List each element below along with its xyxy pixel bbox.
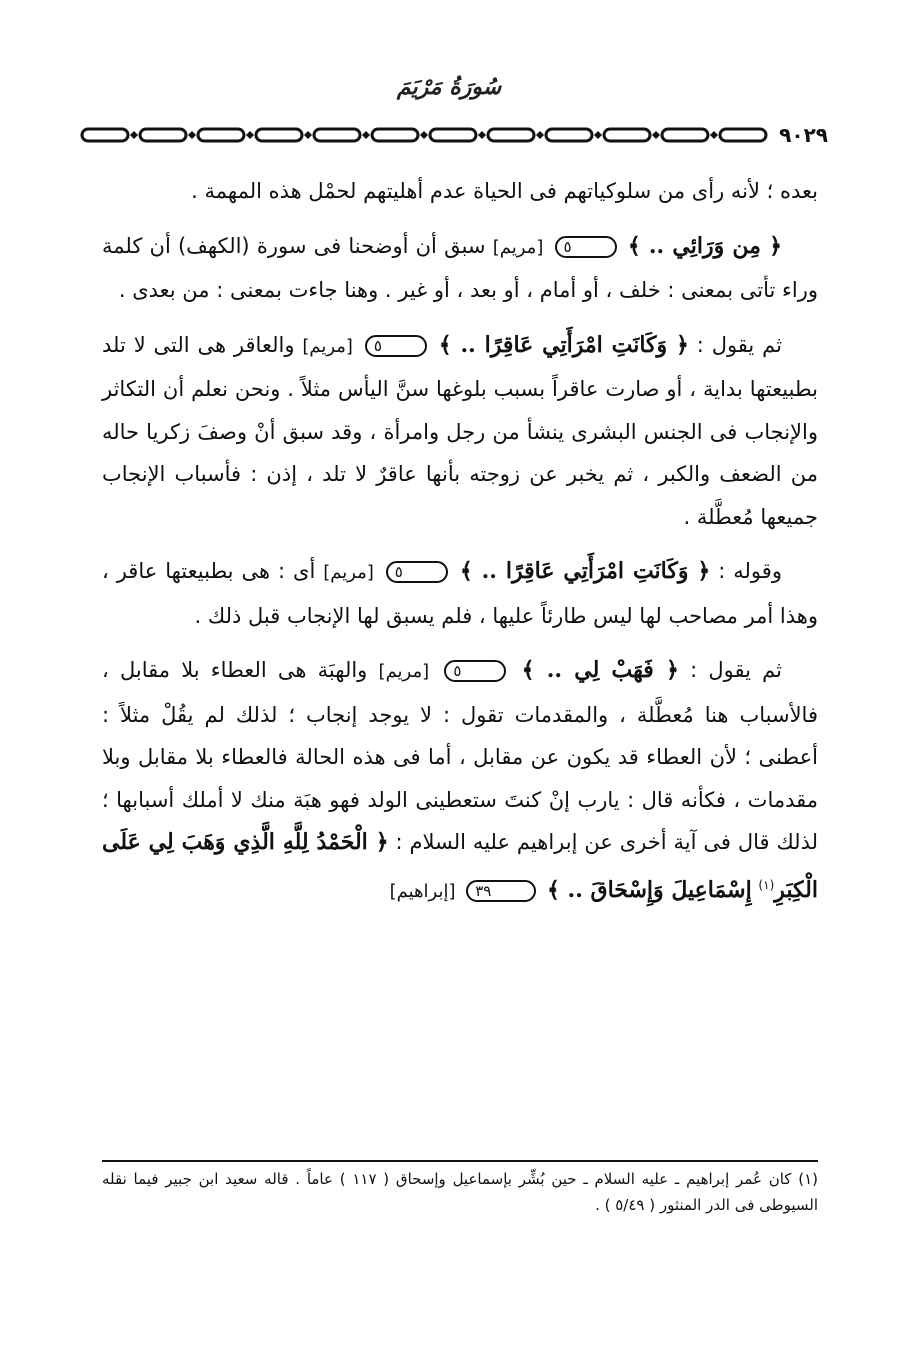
paragraph-text: والعاقر هى التى لا تلد بطبيعتها بداية ، أو صارت عاقراً بسبب بلوغها سنَّ اليأس مثلاً . ونحن نعلم أن التكاثر والإنجاب فى الجنس البشرى ينشأ من رجل وامرأة ، وقد سبق أنْ وصفَ زكريا حاله من الضعف والكبر ، ثم يخبر عن زوجته بأنها عاقرٌ لا تلد ، إذن : فأسباب الإنجاب جميعها مُعطَّلة . (102, 332, 818, 529)
paragraph (102, 649, 818, 913)
paragraph-text: سبق أن أوضحنا فى سورة (الكهف) أن كلمة وراء تأتى بمعنى : خلف ، أو أمام ، أو بعد ، أو غير . وهنا جاءت بمعنى : من بعدى . (102, 233, 818, 302)
quran-quote: ﴿ الْحَمْدُ لِلَّهِ الَّذِي وَهَبَ لِي عَلَى الْكِبَرِ (102, 829, 818, 903)
paragraph (102, 225, 818, 312)
paragraph-text: والهبَة هى العطاء بلا مقابل ، فالأسباب هنا مُعطَّلة ، والمقدمات تقول : لا يوجد إنجاب ؛ لذلك لم يقُلْ مثلاً : أعطنى ؛ لأن العطاء قد يكون عن مقابل ، أما فى هذه الحالة فالعطاء بلا مقابل وبلا مقدمات ، فكأنه قال : يارب إنْ كنتَ ستعطينى الولد فهو هبَة منك لا أملك أسبابها ؛ لذلك قال فى آية أخرى عن إبراهيم عليه السلام : (102, 658, 818, 854)
sura-reference: [إبراهيم] (389, 880, 456, 902)
body-text (102, 170, 818, 925)
ayah-number: ٣٩ (466, 880, 536, 902)
paragraph-text: بعده ؛ لأنه رأى من سلوكياتهم فى الحياة عدم أهليتهم لحمْل هذه المهمة . (191, 179, 818, 203)
paragraph (102, 324, 818, 539)
footnote: (١) كان عُمر إبراهيم ـ عليه السلام ـ حين بُشِّر بإسماعيل وإسحاق ( ١١٧ ) عاماً . قاله سعيد ابن جبير فيما نقله السيوطى فى الدر المنثور ( ٥/٤٩ ) . (102, 1170, 818, 1214)
paragraph (102, 170, 818, 213)
paragraph-lead: ثم يقول : (696, 332, 782, 357)
page-number: ٩٠٢٩ (779, 123, 828, 147)
quran-quote: ﴿ وَكَانَتِ امْرَأَتِي عَاقِرًا .. ﴾ (438, 331, 689, 358)
quran-quote: ﴿ مِن وَرَائِي .. ﴾ (627, 232, 782, 259)
quran-quote: إِسْمَاعِيلَ وَإِسْحَاقَ .. ﴾ (547, 876, 752, 903)
paragraph (102, 550, 818, 637)
footnotes (102, 1166, 818, 1218)
ayah-number: ٥ (444, 660, 506, 682)
sura-reference: [مريم] (302, 335, 353, 357)
ayah-number: ٥ (386, 561, 448, 583)
header-ornament (80, 124, 828, 146)
ayah-number: ٥ (555, 236, 617, 258)
footnote-divider (102, 1160, 818, 1162)
footnote-marker: (١) (758, 877, 775, 892)
paragraph-text: أى : هى بطبيعتها عاقر ، وهذا أمر مصاحب لها ليس طارئاً عليها ، فلم يسبق لها الإنجاب قبل ذلك . (102, 559, 818, 628)
sura-title: سُورَةُ مَرْيَمَ (396, 74, 502, 100)
quran-quote: ﴿ وَكَانَتِ امْرَأَتِي عَاقِرًا .. ﴾ (459, 558, 711, 584)
chain-ornament-icon (80, 125, 770, 145)
paragraph-lead: ثم يقول : (690, 658, 782, 682)
paragraph-lead: وقوله : (718, 559, 782, 583)
quran-quote: ﴿ فَهَبْ لِي .. ﴾ (521, 657, 679, 683)
sura-reference: [مريم] (323, 562, 374, 583)
sura-reference: [مريم] (378, 661, 430, 682)
ayah-number: ٥ (365, 335, 427, 357)
sura-reference: [مريم] (492, 236, 544, 258)
